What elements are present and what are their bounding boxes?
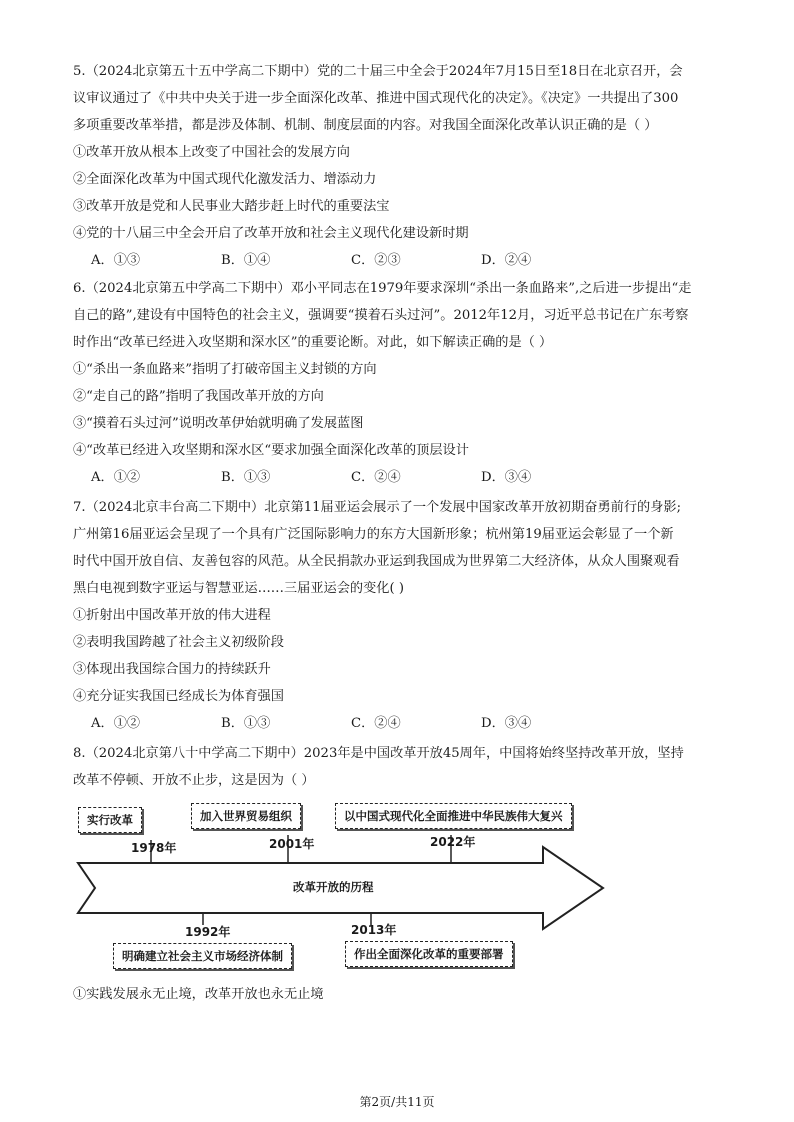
- question-8: [73, 740, 723, 794]
- question-7-statement-1: ①折射出中国改革开放的伟大进程: [73, 608, 271, 623]
- question-5-stem-line-2: 议审议通过了《中共中央关于进一步全面深化改革、推进中国式现代化的决定》。《决定》一共提出了300: [73, 91, 679, 106]
- question-6-statement-4: ④“改革已经进入攻坚期和深水区“要求加强全面深化改革的顶层设计: [73, 443, 469, 458]
- question-5-choice-d[interactable]: D．②④: [481, 253, 532, 268]
- question-5-choices: [73, 247, 723, 274]
- event-year-2013: 2013年: [351, 923, 397, 937]
- event-year-2001: 2001年: [269, 837, 315, 851]
- question-6-stem-line-1: 6.（2024北京第五中学高二下期中）邓小平同志在1979年要求深圳“杀出一条血路来”,之后进一步提出“走: [73, 281, 692, 296]
- question-5-statement-4: ④党的十八届三中全会开启了改革开放和社会主义现代化建设新时期: [73, 226, 469, 241]
- question-7-stem-line-3: 时代中国开放自信、友善包容的风范。从全民捐款办亚运到我国成为世界第二大经济体，从众人围聚观看: [73, 554, 680, 569]
- question-7: [73, 494, 723, 737]
- question-6-choice-a[interactable]: A．①②: [91, 470, 141, 485]
- question-5-statement-2: ②全面深化改革为中国式现代化激发活力、增添动力: [73, 172, 377, 187]
- event-box-2022: 以中国式现代化全面推进中华民族伟大复兴: [335, 803, 572, 829]
- question-7-statement-3: ③体现出我国综合国力的持续跃升: [73, 662, 271, 677]
- event-year-1992: 1992年: [185, 925, 231, 939]
- question-7-statement-4: ④充分证实我国已经成长为体育强国: [73, 689, 284, 704]
- question-5-choice-c[interactable]: C．②③: [351, 253, 401, 268]
- question-7-choice-c[interactable]: C．②④: [351, 716, 401, 731]
- question-6-stem-line-2: 自己的路”,建设有中国特色的社会主义，强调要“摸着石头过河”。2012年12月，习近平总书记在广东考察: [73, 308, 689, 323]
- question-5-statement-1: ①改革开放从根本上改变了中国社会的发展方向: [73, 145, 350, 160]
- question-7-statement-2: ②表明我国跨越了社会主义初级阶段: [73, 635, 284, 650]
- question-7-choices: [73, 710, 723, 737]
- event-box-1992: 明确建立社会主义市场经济体制: [113, 943, 292, 969]
- question-8-stem-line-2: 改革不停顿、开放不止步，这是因为（ ）: [73, 773, 315, 788]
- event-box-2013: 作出全面深化改革的重要部署: [345, 941, 513, 967]
- question-6-statement-1: ①“杀出一条血路来”指明了打破帝国主义封锁的方向: [73, 362, 377, 377]
- question-6-choice-b[interactable]: B．①③: [221, 470, 271, 485]
- question-6-choice-d[interactable]: D．③④: [481, 470, 532, 485]
- question-5-stem-line-1: 5.（2024北京第五十五中学高二下期中）党的二十届三中全会于2024年7月15日至18日在北京召开，会: [73, 64, 683, 79]
- question-7-choice-b[interactable]: B．①③: [221, 716, 271, 731]
- question-7-choice-a[interactable]: A．①②: [91, 716, 141, 731]
- question-6-statement-3: ③“摸着石头过河”说明改革伊始就明确了发展蓝图: [73, 416, 364, 431]
- question-6-stem-line-3: 时作出“改革已经进入攻坚期和深水区”的重要论断。对此，如下解读正确的是（ ）: [73, 335, 553, 350]
- question-6-choice-c[interactable]: C．②④: [351, 470, 401, 485]
- question-7-choice-d[interactable]: D．③④: [481, 716, 532, 731]
- page-number-footer: 第2页/共11页: [359, 1095, 435, 1109]
- question-5-statement-3: ③改革开放是党和人民事业大踏步赶上时代的重要法宝: [73, 199, 390, 214]
- question-6: [73, 275, 723, 491]
- event-box-2001: 加入世界贸易组织: [191, 803, 301, 829]
- question-5: [73, 58, 723, 274]
- event-box-1978: 实行改革: [78, 807, 142, 833]
- question-5-choice-a[interactable]: A．①③: [91, 253, 141, 268]
- event-year-2022: 2022年: [430, 835, 476, 849]
- event-year-1978: 1978年: [131, 841, 177, 855]
- question-8-stem-line-1: 8.（2024北京第八十中学高二下期中）2023年是中国改革开放45周年，中国将始终坚持改革开放，坚持: [73, 746, 684, 761]
- question-7-stem-line-4: 黑白电视到数字亚运与智慧亚运……三届亚运会的变化( ): [73, 581, 404, 596]
- question-5-choice-b[interactable]: B．①④: [221, 253, 271, 268]
- question-6-choices: [73, 464, 723, 491]
- question-6-statement-2: ②“走自己的路”指明了我国改革开放的方向: [73, 389, 324, 404]
- question-8-statement-1: ①实践发展永无止境，改革开放也永无止境: [73, 987, 324, 1002]
- question-5-stem-line-3: 多项重要改革举措，都是涉及体制、机制、制度层面的内容。对我国全面深化改革认识正确的是（ ）: [73, 118, 658, 133]
- timeline-arrow-label: 改革开放的历程: [293, 880, 374, 894]
- reform-timeline-figure: [73, 795, 618, 975]
- question-7-stem-line-1: 7.（2024北京丰台高二下期中）北京第11届亚运会展示了一个发展中国家改革开放初期奋勇前行的身影;: [73, 500, 682, 515]
- question-7-stem-line-2: 广州第16届亚运会呈现了一个具有广泛国际影响力的东方大国新形象；杭州第19届亚运会彰显了一个新: [73, 527, 674, 542]
